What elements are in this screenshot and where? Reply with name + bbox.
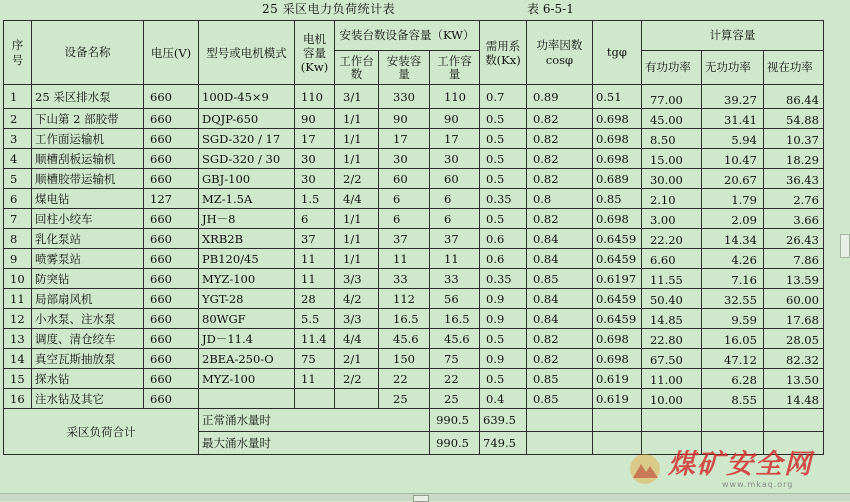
row-reactive-power: 32.55 — [701, 289, 763, 309]
row-power-factor: 0.84 — [526, 249, 592, 269]
row-model: SGD-320 / 17 — [199, 129, 295, 149]
row-install-capacity: 17 — [379, 129, 430, 149]
table-row — [4, 169, 824, 189]
row-work-count: 1/1 — [335, 149, 379, 169]
row-voltage: 660 — [144, 169, 199, 189]
row-tan: 0.698 — [592, 109, 641, 129]
side-collapse-tab[interactable] — [840, 234, 850, 258]
row-name: 探水钻 — [32, 369, 144, 389]
row-model: 80WGF — [199, 309, 295, 329]
row-name: 局部扇风机 — [32, 289, 144, 309]
table-row — [4, 329, 824, 349]
row-work-capacity: 6 — [430, 189, 480, 209]
table-row — [4, 109, 824, 129]
row-motor-capacity: 37 — [295, 229, 335, 249]
row-name: 乳化泵站 — [32, 229, 144, 249]
row-reactive-power: 4.26 — [701, 249, 763, 269]
row-install-capacity: 6 — [379, 189, 430, 209]
row-model: DQJP-650 — [199, 109, 295, 129]
row-tan: 0.619 — [592, 369, 641, 389]
row-motor-capacity: 11 — [295, 249, 335, 269]
row-reactive-power: 47.12 — [701, 349, 763, 369]
row-tan: 0.6459 — [592, 249, 641, 269]
row-active-power: 10.00 — [641, 389, 701, 409]
row-work-count: 1/1 — [335, 129, 379, 149]
row-name: 工作面运输机 — [32, 129, 144, 149]
row-seq: 11 — [4, 289, 32, 309]
row-power-factor: 0.82 — [526, 129, 592, 149]
row-motor-capacity: 5.5 — [295, 309, 335, 329]
header-demand-coef: 需用系数(Kx) — [480, 21, 527, 85]
table-caption — [0, 0, 850, 18]
row-seq: 3 — [4, 129, 32, 149]
header-name: 设备名称 — [32, 21, 144, 85]
row-work-count: 1/1 — [335, 229, 379, 249]
row-work-count: 2/1 — [335, 349, 379, 369]
row-demand-coef: 0.5 — [480, 329, 527, 349]
row-active-power: 50.40 — [641, 289, 701, 309]
row-active-power: 67.50 — [641, 349, 701, 369]
table-row — [4, 229, 824, 249]
row-install-capacity: 22 — [379, 369, 430, 389]
row-work-count: 1/1 — [335, 209, 379, 229]
row-demand-coef: 0.5 — [480, 149, 527, 169]
row-install-capacity: 25 — [379, 389, 430, 409]
row-model: MYZ-100 — [199, 269, 295, 289]
row-model: YGT-28 — [199, 289, 295, 309]
row-name: 顺槽胶带运输机 — [32, 169, 144, 189]
row-model: 2BEA-250-O — [199, 349, 295, 369]
row-motor-capacity: 28 — [295, 289, 335, 309]
table-title: 25 采区电力负荷统计表 — [262, 2, 396, 16]
row-reactive-power: 6.28 — [701, 369, 763, 389]
row-voltage: 660 — [144, 289, 199, 309]
row-install-capacity: 112 — [379, 289, 430, 309]
row-motor-capacity: 6 — [295, 209, 335, 229]
row-active-power: 8.50 — [641, 129, 701, 149]
row-tan: 0.51 — [592, 85, 641, 109]
row-reactive-power: 20.67 — [701, 169, 763, 189]
row-motor-capacity: 11.4 — [295, 329, 335, 349]
row-tan: 0.698 — [592, 329, 641, 349]
row-model: PB120/45 — [199, 249, 295, 269]
summary-label: 采区负荷合计 — [4, 409, 199, 455]
row-reactive-power: 2.09 — [701, 209, 763, 229]
row-work-count: 4/4 — [335, 329, 379, 349]
row-name: 真空瓦斯抽放泵 — [32, 349, 144, 369]
summary-normal-label: 正常涌水量时 — [199, 409, 430, 432]
row-seq: 14 — [4, 349, 32, 369]
row-apparent-power: 14.48 — [763, 389, 823, 409]
row-install-capacity: 330 — [379, 85, 430, 109]
table-row — [4, 85, 824, 109]
summary-normal-work: 639.5 — [480, 409, 527, 432]
row-apparent-power: 86.44 — [763, 85, 823, 109]
load-statistics-table — [3, 20, 824, 455]
row-demand-coef: 0.7 — [480, 85, 527, 109]
table-row — [4, 349, 824, 369]
summary-empty — [701, 409, 763, 432]
row-name: 防突钻 — [32, 269, 144, 289]
row-voltage: 660 — [144, 229, 199, 249]
row-active-power: 22.20 — [641, 229, 701, 249]
row-work-capacity: 6 — [430, 209, 480, 229]
header-voltage: 电压(V) — [144, 21, 199, 85]
row-voltage: 660 — [144, 269, 199, 289]
row-apparent-power: 17.68 — [763, 309, 823, 329]
row-motor-capacity: 30 — [295, 149, 335, 169]
row-apparent-power: 2.76 — [763, 189, 823, 209]
table-row — [4, 129, 824, 149]
row-motor-capacity: 90 — [295, 109, 335, 129]
horizontal-scrollbar[interactable] — [0, 493, 850, 501]
row-apparent-power: 13.50 — [763, 369, 823, 389]
row-tan: 0.698 — [592, 349, 641, 369]
row-name: 调度、清仓绞车 — [32, 329, 144, 349]
row-install-capacity: 33 — [379, 269, 430, 289]
row-tan: 0.6459 — [592, 289, 641, 309]
row-demand-coef: 0.9 — [480, 349, 527, 369]
row-voltage: 660 — [144, 249, 199, 269]
row-demand-coef: 0.5 — [480, 109, 527, 129]
row-tan: 0.6459 — [592, 309, 641, 329]
row-work-count: 3/3 — [335, 269, 379, 289]
row-work-capacity: 22 — [430, 369, 480, 389]
row-work-capacity: 16.5 — [430, 309, 480, 329]
row-demand-coef: 0.6 — [480, 229, 527, 249]
row-tan: 0.6459 — [592, 229, 641, 249]
row-demand-coef: 0.35 — [480, 269, 527, 289]
row-active-power: 6.60 — [641, 249, 701, 269]
summary-empty — [592, 409, 641, 432]
table-number: 表 6-5-1 — [527, 2, 574, 16]
header-seq: 序号 — [4, 21, 32, 85]
row-power-factor: 0.82 — [526, 169, 592, 189]
row-work-capacity: 56 — [430, 289, 480, 309]
row-work-capacity: 30 — [430, 149, 480, 169]
row-demand-coef: 0.5 — [480, 169, 527, 189]
row-model: 100D-45×9 — [199, 85, 295, 109]
row-demand-coef: 0.6 — [480, 249, 527, 269]
row-tan: 0.698 — [592, 129, 641, 149]
row-model: MZ-1.5A — [199, 189, 295, 209]
row-demand-coef: 0.5 — [480, 129, 527, 149]
table-row — [4, 249, 824, 269]
row-work-count: 1/1 — [335, 249, 379, 269]
row-apparent-power: 60.00 — [763, 289, 823, 309]
row-apparent-power: 36.43 — [763, 169, 823, 189]
header-apparent-power: 视在功率 — [763, 51, 823, 85]
row-active-power: 77.00 — [641, 85, 701, 109]
header-power-factor: 功率因数cosφ — [526, 21, 592, 85]
table-row — [4, 209, 824, 229]
header-reactive-power: 无功功率 — [701, 51, 763, 85]
row-seq: 6 — [4, 189, 32, 209]
row-active-power: 11.55 — [641, 269, 701, 289]
row-power-factor: 0.82 — [526, 149, 592, 169]
row-install-capacity: 45.6 — [379, 329, 430, 349]
row-name: 小水泵、注水泵 — [32, 309, 144, 329]
header-tan: tgφ — [592, 21, 641, 85]
summary-normal-install: 990.5 — [430, 409, 480, 432]
row-model — [199, 389, 295, 409]
row-motor-capacity: 75 — [295, 349, 335, 369]
row-reactive-power: 10.47 — [701, 149, 763, 169]
row-apparent-power: 28.05 — [763, 329, 823, 349]
row-work-count: 2/2 — [335, 369, 379, 389]
row-apparent-power: 3.66 — [763, 209, 823, 229]
row-apparent-power: 10.37 — [763, 129, 823, 149]
row-apparent-power: 54.88 — [763, 109, 823, 129]
watermark-logo-icon — [628, 452, 662, 486]
row-work-capacity: 33 — [430, 269, 480, 289]
row-demand-coef: 0.9 — [480, 309, 527, 329]
row-tan: 0.6197 — [592, 269, 641, 289]
summary-max-install: 990.5 — [430, 432, 480, 455]
row-voltage: 660 — [144, 349, 199, 369]
row-work-capacity: 90 — [430, 109, 480, 129]
row-work-capacity: 17 — [430, 129, 480, 149]
row-active-power: 22.80 — [641, 329, 701, 349]
row-tan: 0.698 — [592, 209, 641, 229]
row-install-capacity: 37 — [379, 229, 430, 249]
row-install-capacity: 16.5 — [379, 309, 430, 329]
row-apparent-power: 13.59 — [763, 269, 823, 289]
row-reactive-power: 7.16 — [701, 269, 763, 289]
table-row — [4, 289, 824, 309]
row-demand-coef: 0.9 — [480, 289, 527, 309]
row-motor-capacity: 17 — [295, 129, 335, 149]
summary-max-label: 最大涌水量时 — [199, 432, 430, 455]
row-reactive-power: 16.05 — [701, 329, 763, 349]
row-reactive-power: 1.79 — [701, 189, 763, 209]
row-motor-capacity: 11 — [295, 369, 335, 389]
site-watermark — [628, 448, 850, 492]
row-work-count: 1/1 — [335, 109, 379, 129]
row-install-capacity: 30 — [379, 149, 430, 169]
row-active-power: 30.00 — [641, 169, 701, 189]
row-voltage: 660 — [144, 129, 199, 149]
row-active-power: 15.00 — [641, 149, 701, 169]
row-name: 25 采区排水泵 — [32, 85, 144, 109]
summary-max-work: 749.5 — [480, 432, 527, 455]
row-power-factor: 0.85 — [526, 269, 592, 289]
row-work-capacity: 11 — [430, 249, 480, 269]
row-seq: 9 — [4, 249, 32, 269]
row-tan: 0.619 — [592, 389, 641, 409]
row-reactive-power: 39.27 — [701, 85, 763, 109]
row-work-capacity: 37 — [430, 229, 480, 249]
row-power-factor: 0.82 — [526, 349, 592, 369]
row-seq: 2 — [4, 109, 32, 129]
row-active-power: 14.85 — [641, 309, 701, 329]
table-row — [4, 189, 824, 209]
row-seq: 8 — [4, 229, 32, 249]
row-model: MYZ-100 — [199, 369, 295, 389]
summary-empty — [526, 409, 592, 432]
row-name: 煤电钻 — [32, 189, 144, 209]
row-active-power: 3.00 — [641, 209, 701, 229]
row-work-capacity: 75 — [430, 349, 480, 369]
row-model: JD－11.4 — [199, 329, 295, 349]
summary-empty — [526, 432, 592, 455]
summary-empty — [641, 409, 701, 432]
watermark-text: 煤矿安全网 — [668, 449, 813, 480]
header-model: 型号或电机模式 — [199, 21, 295, 85]
row-power-factor: 0.84 — [526, 289, 592, 309]
row-motor-capacity: 110 — [295, 85, 335, 109]
row-demand-coef: 0.5 — [480, 369, 527, 389]
row-voltage: 660 — [144, 329, 199, 349]
row-power-factor: 0.82 — [526, 329, 592, 349]
watermark-url: www.mkaq.org — [722, 480, 794, 489]
row-power-factor: 0.8 — [526, 189, 592, 209]
header-active-power: 有功功率 — [641, 51, 701, 85]
row-install-capacity: 150 — [379, 349, 430, 369]
row-work-count: 2/2 — [335, 169, 379, 189]
row-install-capacity: 90 — [379, 109, 430, 129]
row-install-capacity: 60 — [379, 169, 430, 189]
row-power-factor: 0.84 — [526, 229, 592, 249]
row-voltage: 660 — [144, 369, 199, 389]
row-voltage: 660 — [144, 109, 199, 129]
row-apparent-power: 26.43 — [763, 229, 823, 249]
row-seq: 16 — [4, 389, 32, 409]
row-power-factor: 0.82 — [526, 209, 592, 229]
row-work-capacity: 110 — [430, 85, 480, 109]
row-apparent-power: 18.29 — [763, 149, 823, 169]
header-motor-capacity: 电机容量(Kw) — [295, 21, 335, 85]
row-power-factor: 0.84 — [526, 309, 592, 329]
row-motor-capacity: 1.5 — [295, 189, 335, 209]
row-work-capacity: 45.6 — [430, 329, 480, 349]
row-power-factor: 0.82 — [526, 109, 592, 129]
row-motor-capacity — [295, 389, 335, 409]
table-row — [4, 309, 824, 329]
row-name: 回柱小绞车 — [32, 209, 144, 229]
row-active-power: 2.10 — [641, 189, 701, 209]
row-motor-capacity: 11 — [295, 269, 335, 289]
row-voltage: 660 — [144, 149, 199, 169]
row-install-capacity: 6 — [379, 209, 430, 229]
row-seq: 5 — [4, 169, 32, 189]
row-apparent-power: 82.32 — [763, 349, 823, 369]
header-calc-group: 计算容量 — [641, 21, 823, 51]
row-demand-coef: 0.5 — [480, 209, 527, 229]
row-power-factor: 0.85 — [526, 389, 592, 409]
row-voltage: 660 — [144, 309, 199, 329]
row-model: JH－8 — [199, 209, 295, 229]
row-work-count: 4/4 — [335, 189, 379, 209]
row-voltage: 660 — [144, 389, 199, 409]
header-work-count: 工作台数 — [335, 51, 379, 85]
row-work-count: 3/1 — [335, 85, 379, 109]
table-row — [4, 389, 824, 409]
header-install-capacity: 安装容量 — [379, 51, 430, 85]
summary-empty — [763, 409, 823, 432]
row-tan: 0.689 — [592, 169, 641, 189]
row-tan: 0.698 — [592, 149, 641, 169]
row-work-count: 3/3 — [335, 309, 379, 329]
table-row — [4, 369, 824, 389]
row-name: 喷雾泵站 — [32, 249, 144, 269]
row-name: 下山第 2 部胶带 — [32, 109, 144, 129]
row-reactive-power: 9.59 — [701, 309, 763, 329]
row-demand-coef: 0.4 — [480, 389, 527, 409]
row-model: XRB2B — [199, 229, 295, 249]
row-work-capacity: 60 — [430, 169, 480, 189]
row-tan: 0.85 — [592, 189, 641, 209]
row-reactive-power: 5.94 — [701, 129, 763, 149]
row-power-factor: 0.85 — [526, 369, 592, 389]
row-motor-capacity: 30 — [295, 169, 335, 189]
row-seq: 13 — [4, 329, 32, 349]
header-work-capacity: 工作容量 — [430, 51, 480, 85]
header-install-group: 安装台数设备容量（KW） — [335, 21, 480, 51]
row-voltage: 660 — [144, 209, 199, 229]
row-voltage: 660 — [144, 85, 199, 109]
row-model: GBJ-100 — [199, 169, 295, 189]
row-seq: 7 — [4, 209, 32, 229]
row-apparent-power: 7.86 — [763, 249, 823, 269]
row-seq: 4 — [4, 149, 32, 169]
row-reactive-power: 8.55 — [701, 389, 763, 409]
row-name: 注水钻及其它 — [32, 389, 144, 409]
row-name: 顺槽刮板运输机 — [32, 149, 144, 169]
table-row — [4, 149, 824, 169]
row-reactive-power: 14.34 — [701, 229, 763, 249]
row-seq: 12 — [4, 309, 32, 329]
row-demand-coef: 0.35 — [480, 189, 527, 209]
row-active-power: 45.00 — [641, 109, 701, 129]
row-power-factor: 0.89 — [526, 85, 592, 109]
row-seq: 10 — [4, 269, 32, 289]
row-work-capacity: 25 — [430, 389, 480, 409]
row-install-capacity: 11 — [379, 249, 430, 269]
row-work-count: 4/2 — [335, 289, 379, 309]
row-reactive-power: 31.41 — [701, 109, 763, 129]
row-active-power: 11.00 — [641, 369, 701, 389]
table-row — [4, 269, 824, 289]
row-voltage: 127 — [144, 189, 199, 209]
row-seq: 1 — [4, 85, 32, 109]
row-seq: 15 — [4, 369, 32, 389]
row-model: SGD-320 / 30 — [199, 149, 295, 169]
row-work-count — [335, 389, 379, 409]
